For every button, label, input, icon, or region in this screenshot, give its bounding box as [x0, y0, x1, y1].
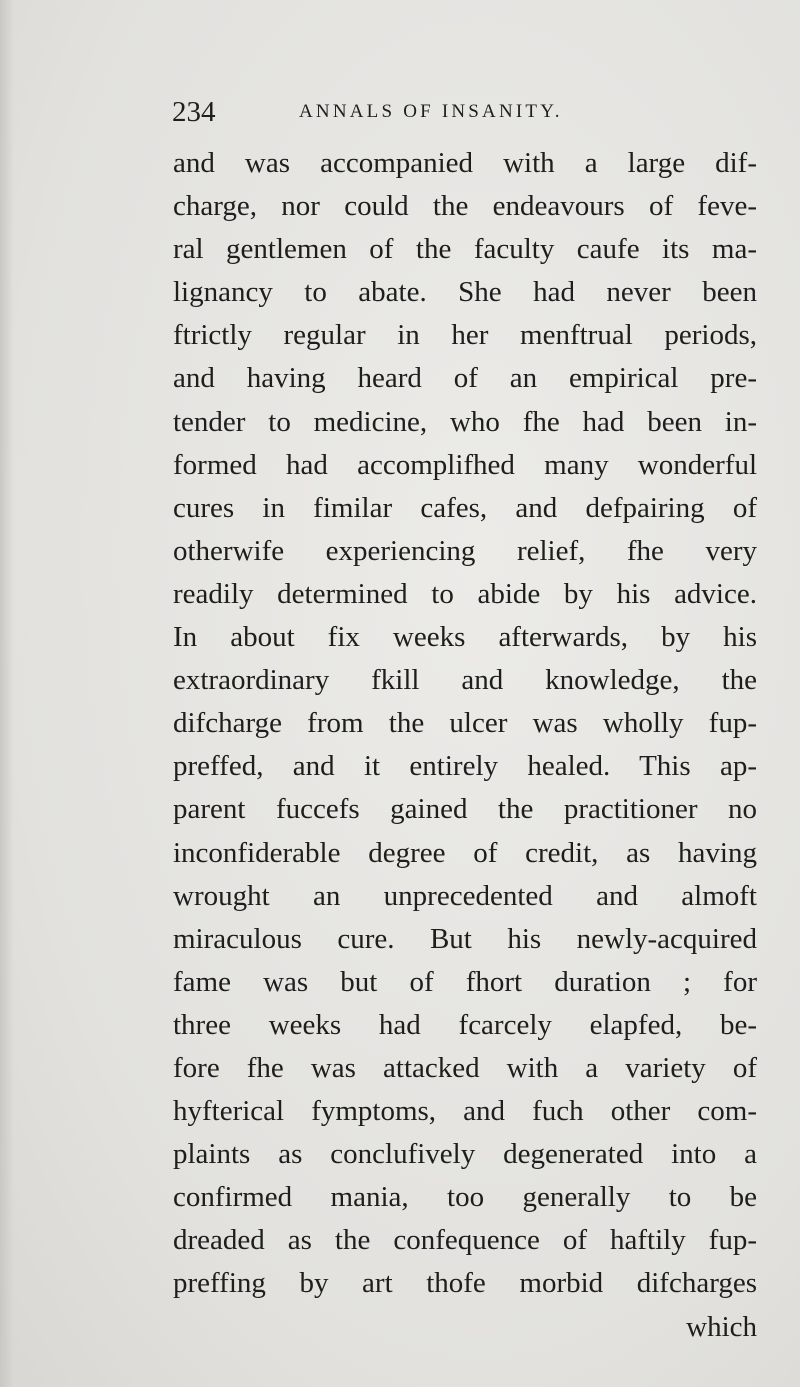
text-line: tender to medicine, who fhe had been in- — [173, 405, 757, 438]
text-line: inconfiderable degree of credit, as having — [173, 836, 757, 869]
text-line: dreaded as the confequence of haftily fup- — [173, 1224, 757, 1257]
text-line: otherwife experiencing relief, fhe very — [173, 534, 757, 567]
text-line: difcharge from the ulcer was wholly fup- — [173, 707, 757, 740]
text-line: charge, nor could the endeavours of feve- — [173, 190, 757, 223]
text-line: and was accompanied with a large dif- — [173, 147, 757, 179]
text-line: plaints as conclufively degenerated into a — [173, 1138, 757, 1171]
text-line: formed had accomplifhed many wonderful — [173, 448, 757, 481]
text-line: fame was but of fhort duration ; for — [173, 965, 757, 998]
text-line: extraordinary fkill and knowledge, the — [173, 664, 757, 697]
text-line: fore fhe was attacked with a variety of — [173, 1051, 757, 1084]
text-line: three weeks had fcarcely elapfed, be- — [173, 1008, 757, 1041]
text-line: ftrictly regular in her menftrual periods, — [173, 319, 757, 352]
text-line: wrought an unprecedented and almoft — [173, 879, 757, 912]
text-line: hyfterical fymptoms, and fuch other com- — [173, 1095, 757, 1128]
text-line: miraculous cure. But his newly-acquired — [173, 922, 757, 955]
text-line: preffing by art thofe morbid difcharges — [173, 1267, 757, 1300]
page-number: 234 — [172, 96, 216, 128]
text-line: parent fuccefs gained the practitioner no — [173, 793, 757, 826]
page-header — [172, 92, 772, 132]
text-line: readily determined to abide by his advice. — [173, 577, 757, 610]
text-line: In about fix weeks afterwards, by his — [173, 621, 757, 654]
text-line: cures in fimilar cafes, and defpairing of — [173, 491, 757, 524]
page-edge-shadow — [0, 0, 14, 1387]
body-text — [173, 142, 757, 1349]
catchword: which — [686, 1310, 757, 1343]
text-line: and having heard of an empirical pre- — [173, 362, 757, 395]
text-line: confirmed mania, too generally to be — [173, 1181, 757, 1214]
text-line: preffed, and it entirely healed. This ap- — [173, 750, 757, 783]
text-line: ral gentlemen of the faculty caufe its ma- — [173, 233, 757, 266]
running-head: ANNALS OF INSANITY. — [299, 101, 563, 122]
text-line: lignancy to abate. She had never been — [173, 276, 757, 309]
